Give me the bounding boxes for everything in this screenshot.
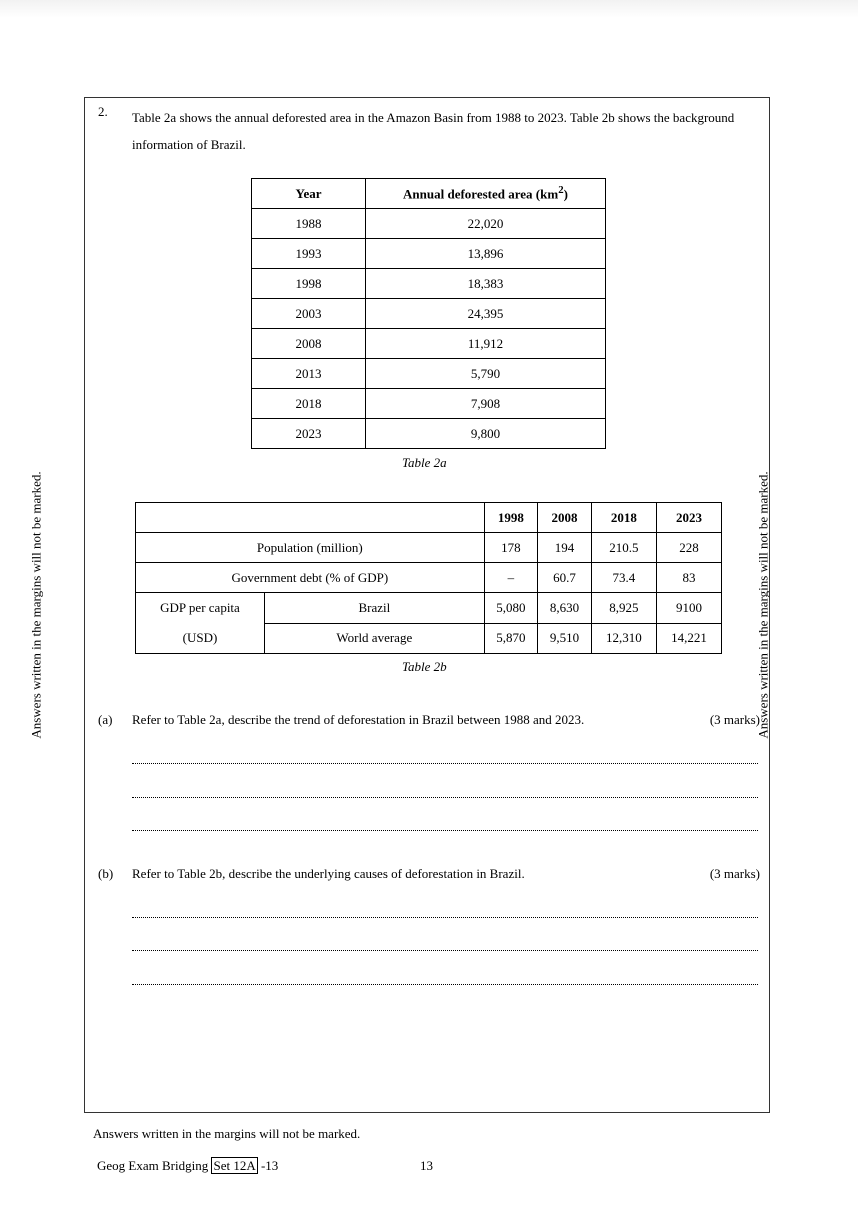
debt-cell: 60.7 — [538, 563, 592, 593]
area-cell: 22,020 — [366, 209, 606, 239]
table-2a-caption: Table 2a — [402, 455, 447, 470]
question-number: 2. — [98, 104, 108, 119]
part-a-text: Refer to Table 2a, describe the trend of deforestation in Brazil between 1988 and 2023. — [132, 712, 585, 727]
year-cell: 1998 — [252, 269, 366, 299]
page-number: 13 — [420, 1158, 433, 1173]
world-gdp-cell: 9,510 — [538, 623, 592, 654]
world-gdp-cell: 5,870 — [484, 623, 538, 654]
part-a-marks: (3 marks) — [709, 712, 760, 727]
year-cell: 1993 — [252, 239, 366, 269]
area-cell: 11,912 — [366, 329, 606, 359]
area-cell: 5,790 — [366, 359, 606, 389]
part-b-text: Refer to Table 2b, describe the underlying causes of deforestation in Brazil. — [132, 866, 525, 881]
year-cell: 1988 — [252, 209, 366, 239]
footer-prefix: Geog Exam Bridging — [97, 1158, 212, 1173]
part-b-label: (b) — [98, 866, 114, 881]
part-a-label: (a) — [98, 712, 113, 727]
year-header: 1998 — [484, 503, 538, 533]
right-margin-note: Answers written in the margins will not be marked. — [755, 471, 771, 739]
world-gdp-cell: 14,221 — [656, 623, 721, 654]
world-gdp-cell: 12,310 — [591, 623, 656, 654]
table-row — [252, 419, 606, 449]
year-cell: 2008 — [252, 329, 366, 359]
brazil-gdp-cell: 8,925 — [591, 593, 656, 624]
year-cell: 2013 — [252, 359, 366, 389]
footer-note: Answers written in the margins will not be marked. — [93, 1126, 361, 1141]
population-cell: 210.5 — [591, 533, 656, 563]
world-label: World average — [265, 623, 485, 654]
year-cell: 2003 — [252, 299, 366, 329]
area-cell: 13,896 — [366, 239, 606, 269]
answer-line[interactable] — [132, 797, 758, 798]
empty-corner — [136, 503, 485, 533]
brazil-gdp-cell: 8,630 — [538, 593, 592, 624]
question-intro: Table 2a shows the annual deforested area in the Amazon Basin from 1988 to 2023. Table 2b shows the background information of Brazil. — [132, 110, 735, 152]
table-2b-caption: Table 2b — [402, 659, 447, 674]
footer-set-box: Set 12A — [213, 1158, 256, 1173]
brazil-label: Brazil — [265, 593, 485, 624]
brazil-gdp-cell: 9100 — [656, 593, 721, 624]
population-label: Population (million) — [136, 533, 485, 563]
answer-line[interactable] — [132, 950, 758, 951]
answer-line[interactable] — [132, 984, 758, 985]
population-cell: 178 — [484, 533, 538, 563]
year-header: 2023 — [656, 503, 721, 533]
year-header: 2018 — [591, 503, 656, 533]
gdp-label-line1: GDP per capita — [160, 600, 240, 615]
population-cell: 194 — [538, 533, 592, 563]
table-2b — [135, 502, 722, 654]
year-cell: 2023 — [252, 419, 366, 449]
table-row — [252, 329, 606, 359]
table-row — [252, 269, 606, 299]
table-row — [252, 359, 606, 389]
table-row — [252, 389, 606, 419]
area-cell: 18,383 — [366, 269, 606, 299]
footer-suffix: -13 — [257, 1158, 279, 1173]
year-header: 2008 — [538, 503, 592, 533]
population-cell: 228 — [656, 533, 721, 563]
debt-cell: 83 — [656, 563, 721, 593]
year-cell: 2018 — [252, 389, 366, 419]
footer-exam-id — [97, 1158, 278, 1174]
left-margin-note: Answers written in the margins will not be marked. — [28, 471, 44, 739]
brazil-gdp-cell: 5,080 — [484, 593, 538, 624]
gdp-label-line2: (USD) — [182, 630, 218, 645]
part-b-marks: (3 marks) — [709, 866, 760, 881]
header-area: Annual deforested area $(km^2)$ — [366, 179, 606, 209]
table-row — [252, 299, 606, 329]
table-2a — [251, 178, 606, 449]
area-cell: 9,800 — [366, 419, 606, 449]
viewer-top-bar — [0, 0, 858, 18]
answer-line[interactable] — [132, 917, 758, 918]
gdp-label — [136, 593, 265, 654]
answer-line[interactable] — [132, 763, 758, 764]
table-row — [252, 239, 606, 269]
header-year: Year — [252, 179, 366, 209]
debt-label: Government debt (% of GDP) — [136, 563, 485, 593]
area-cell: 7,908 — [366, 389, 606, 419]
debt-cell: – — [484, 563, 538, 593]
debt-cell: 73.4 — [591, 563, 656, 593]
answer-line[interactable] — [132, 830, 758, 831]
table-row — [252, 209, 606, 239]
area-cell: 24,395 — [366, 299, 606, 329]
